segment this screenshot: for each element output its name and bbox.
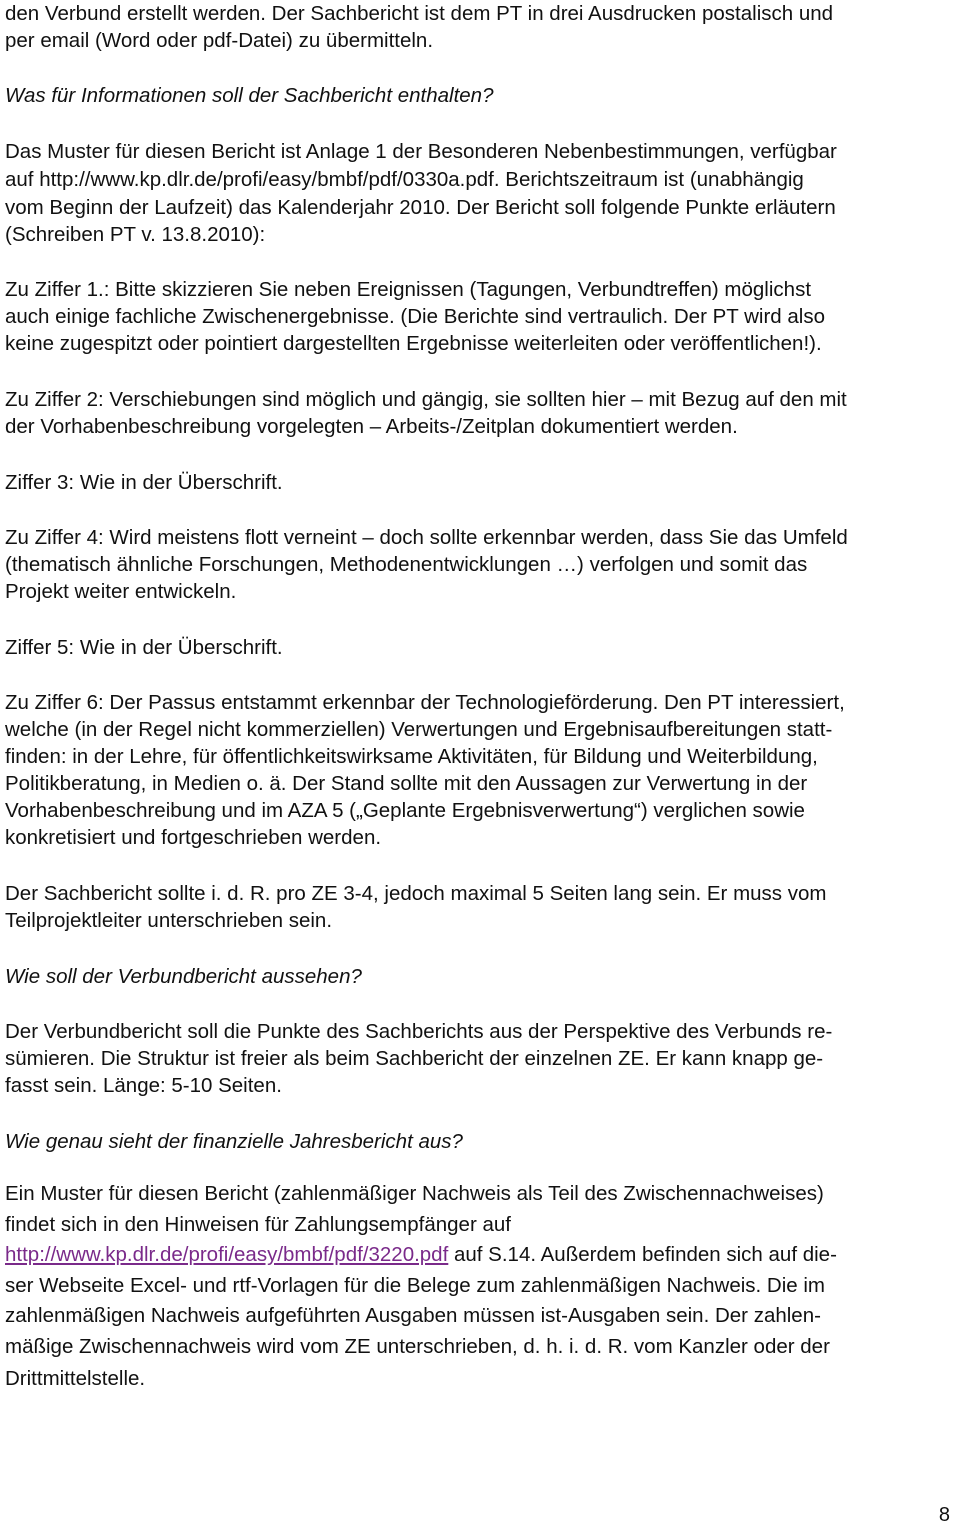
text-line: Projekt weiter entwickeln. bbox=[5, 580, 237, 603]
text-line: Ziffer 5: Wie in der Überschrift. bbox=[5, 636, 283, 659]
text-line: ser Webseite Excel- und rtf-Vorlagen für die Belege zum zahlenmäßigen Nachweis. Die im bbox=[5, 1274, 825, 1297]
text-line: Teilprojektleiter unterschrieben sein. bbox=[5, 909, 333, 932]
text-line: (thematisch ähnliche Forschungen, Methodenentwicklungen …) verfolgen und somit das bbox=[5, 553, 808, 576]
text-line: Zu Ziffer 2: Verschiebungen sind möglich und gängig, sie sollten hier – mit Bezug auf den mit bbox=[5, 388, 847, 411]
text-line: Drittmittelstelle. bbox=[5, 1367, 146, 1390]
text-line: Zu Ziffer 4: Wird meistens flott verneint – doch sollte erkennbar werden, dass Sie das Umfeld bbox=[5, 526, 848, 549]
text-line: finden: in der Lehre, für öffentlichkeitswirksame Aktivitäten, für Bildung und Weiterbildung, bbox=[5, 745, 818, 768]
text-line: Vorhabenbeschreibung und im AZA 5 („Geplante Ergebnisverwertung“) verglichen sowie bbox=[5, 799, 805, 822]
text-line: findet sich in den Hinweisen für Zahlungsempfänger auf bbox=[5, 1213, 511, 1236]
text-line: auf http://www.kp.dlr.de/profi/easy/bmbf/pdf/0330a.pdf. Berichtszeitraum ist (unabhängig bbox=[5, 168, 804, 191]
text-line: Der Verbundbericht soll die Punkte des Sachberichts aus der Perspektive des Verbunds re- bbox=[5, 1020, 833, 1043]
text-line: Ein Muster für diesen Bericht (zahlenmäßiger Nachweis als Teil des Zwischennachweises) bbox=[5, 1182, 824, 1205]
text-line: konkretisiert und fortgeschrieben werden. bbox=[5, 826, 382, 849]
section-heading: Wie genau sieht der finanzielle Jahresbericht aus? bbox=[5, 1130, 463, 1153]
section-heading: Was für Informationen soll der Sachbericht enthalten? bbox=[5, 84, 494, 107]
text-line: vom Beginn der Laufzeit) das Kalenderjahr 2010. Der Bericht soll folgende Punkte erläutern bbox=[5, 196, 836, 219]
text-line: Politikberatung, in Medien o. ä. Der Stand sollte mit den Aussagen zur Verwertung in der bbox=[5, 772, 808, 795]
text-line: per email (Word oder pdf-Datei) zu übermitteln. bbox=[5, 29, 434, 52]
text-line: welche (in der Regel nicht kommerziellen) Verwertungen und Ergebnisaufbereitungen statt- bbox=[5, 718, 833, 741]
text-line: Das Muster für diesen Bericht ist Anlage 1 der Besonderen Nebenbestimmungen, verfügbar bbox=[5, 140, 837, 163]
section-heading: Wie soll der Verbundbericht aussehen? bbox=[5, 965, 362, 988]
text-line: auch einige fachliche Zwischenergebnisse. (Die Berichte sind vertraulich. Der PT wird also bbox=[5, 305, 825, 328]
text-line: Ziffer 3: Wie in der Überschrift. bbox=[5, 471, 283, 494]
text-line: mäßige Zwischennachweis wird vom ZE unterschrieben, d. h. i. d. R. vom Kanzler oder der bbox=[5, 1335, 830, 1358]
text-line: den Verbund erstellt werden. Der Sachbericht ist dem PT in drei Ausdrucken postalisch und bbox=[5, 2, 834, 25]
pdf-link[interactable]: http://www.kp.dlr.de/profi/easy/bmbf/pdf/3220.pdf bbox=[5, 1243, 449, 1266]
text-line: Zu Ziffer 6: Der Passus entstammt erkennbar der Technologieförderung. Den PT interessiert, bbox=[5, 691, 845, 714]
text-line: zahlenmäßigen Nachweis aufgeführten Ausgaben müssen ist-Ausgaben sein. Der zahlen- bbox=[5, 1304, 821, 1327]
text-line: Zu Ziffer 1.: Bitte skizzieren Sie neben Ereignissen (Tagungen, Verbundtreffen) möglichst bbox=[5, 278, 812, 301]
text-line: keine zugespitzt oder pointiert dargestellten Ergebnisse weiterleiten oder veröffentlichen!). bbox=[5, 332, 822, 355]
text-after-link: auf S.14. Außerdem befinden sich auf die- bbox=[448, 1243, 837, 1266]
page-number: 8 bbox=[938, 1504, 950, 1526]
text-line: sümieren. Die Struktur ist freier als beim Sachbericht der einzelnen ZE. Er kann knapp ge- bbox=[5, 1047, 824, 1070]
text-line: Der Sachbericht sollte i. d. R. pro ZE 3-4, jedoch maximal 5 Seiten lang sein. Er muss vom bbox=[5, 882, 827, 905]
text-line: (Schreiben PT v. 13.8.2010): bbox=[5, 223, 266, 246]
text-line-with-link bbox=[5, 1245, 837, 1266]
text-line: der Vorhabenbeschreibung vorgelegten – Arbeits-/Zeitplan dokumentiert werden. bbox=[5, 415, 738, 438]
text-line: fasst sein. Länge: 5-10 Seiten. bbox=[5, 1074, 282, 1097]
